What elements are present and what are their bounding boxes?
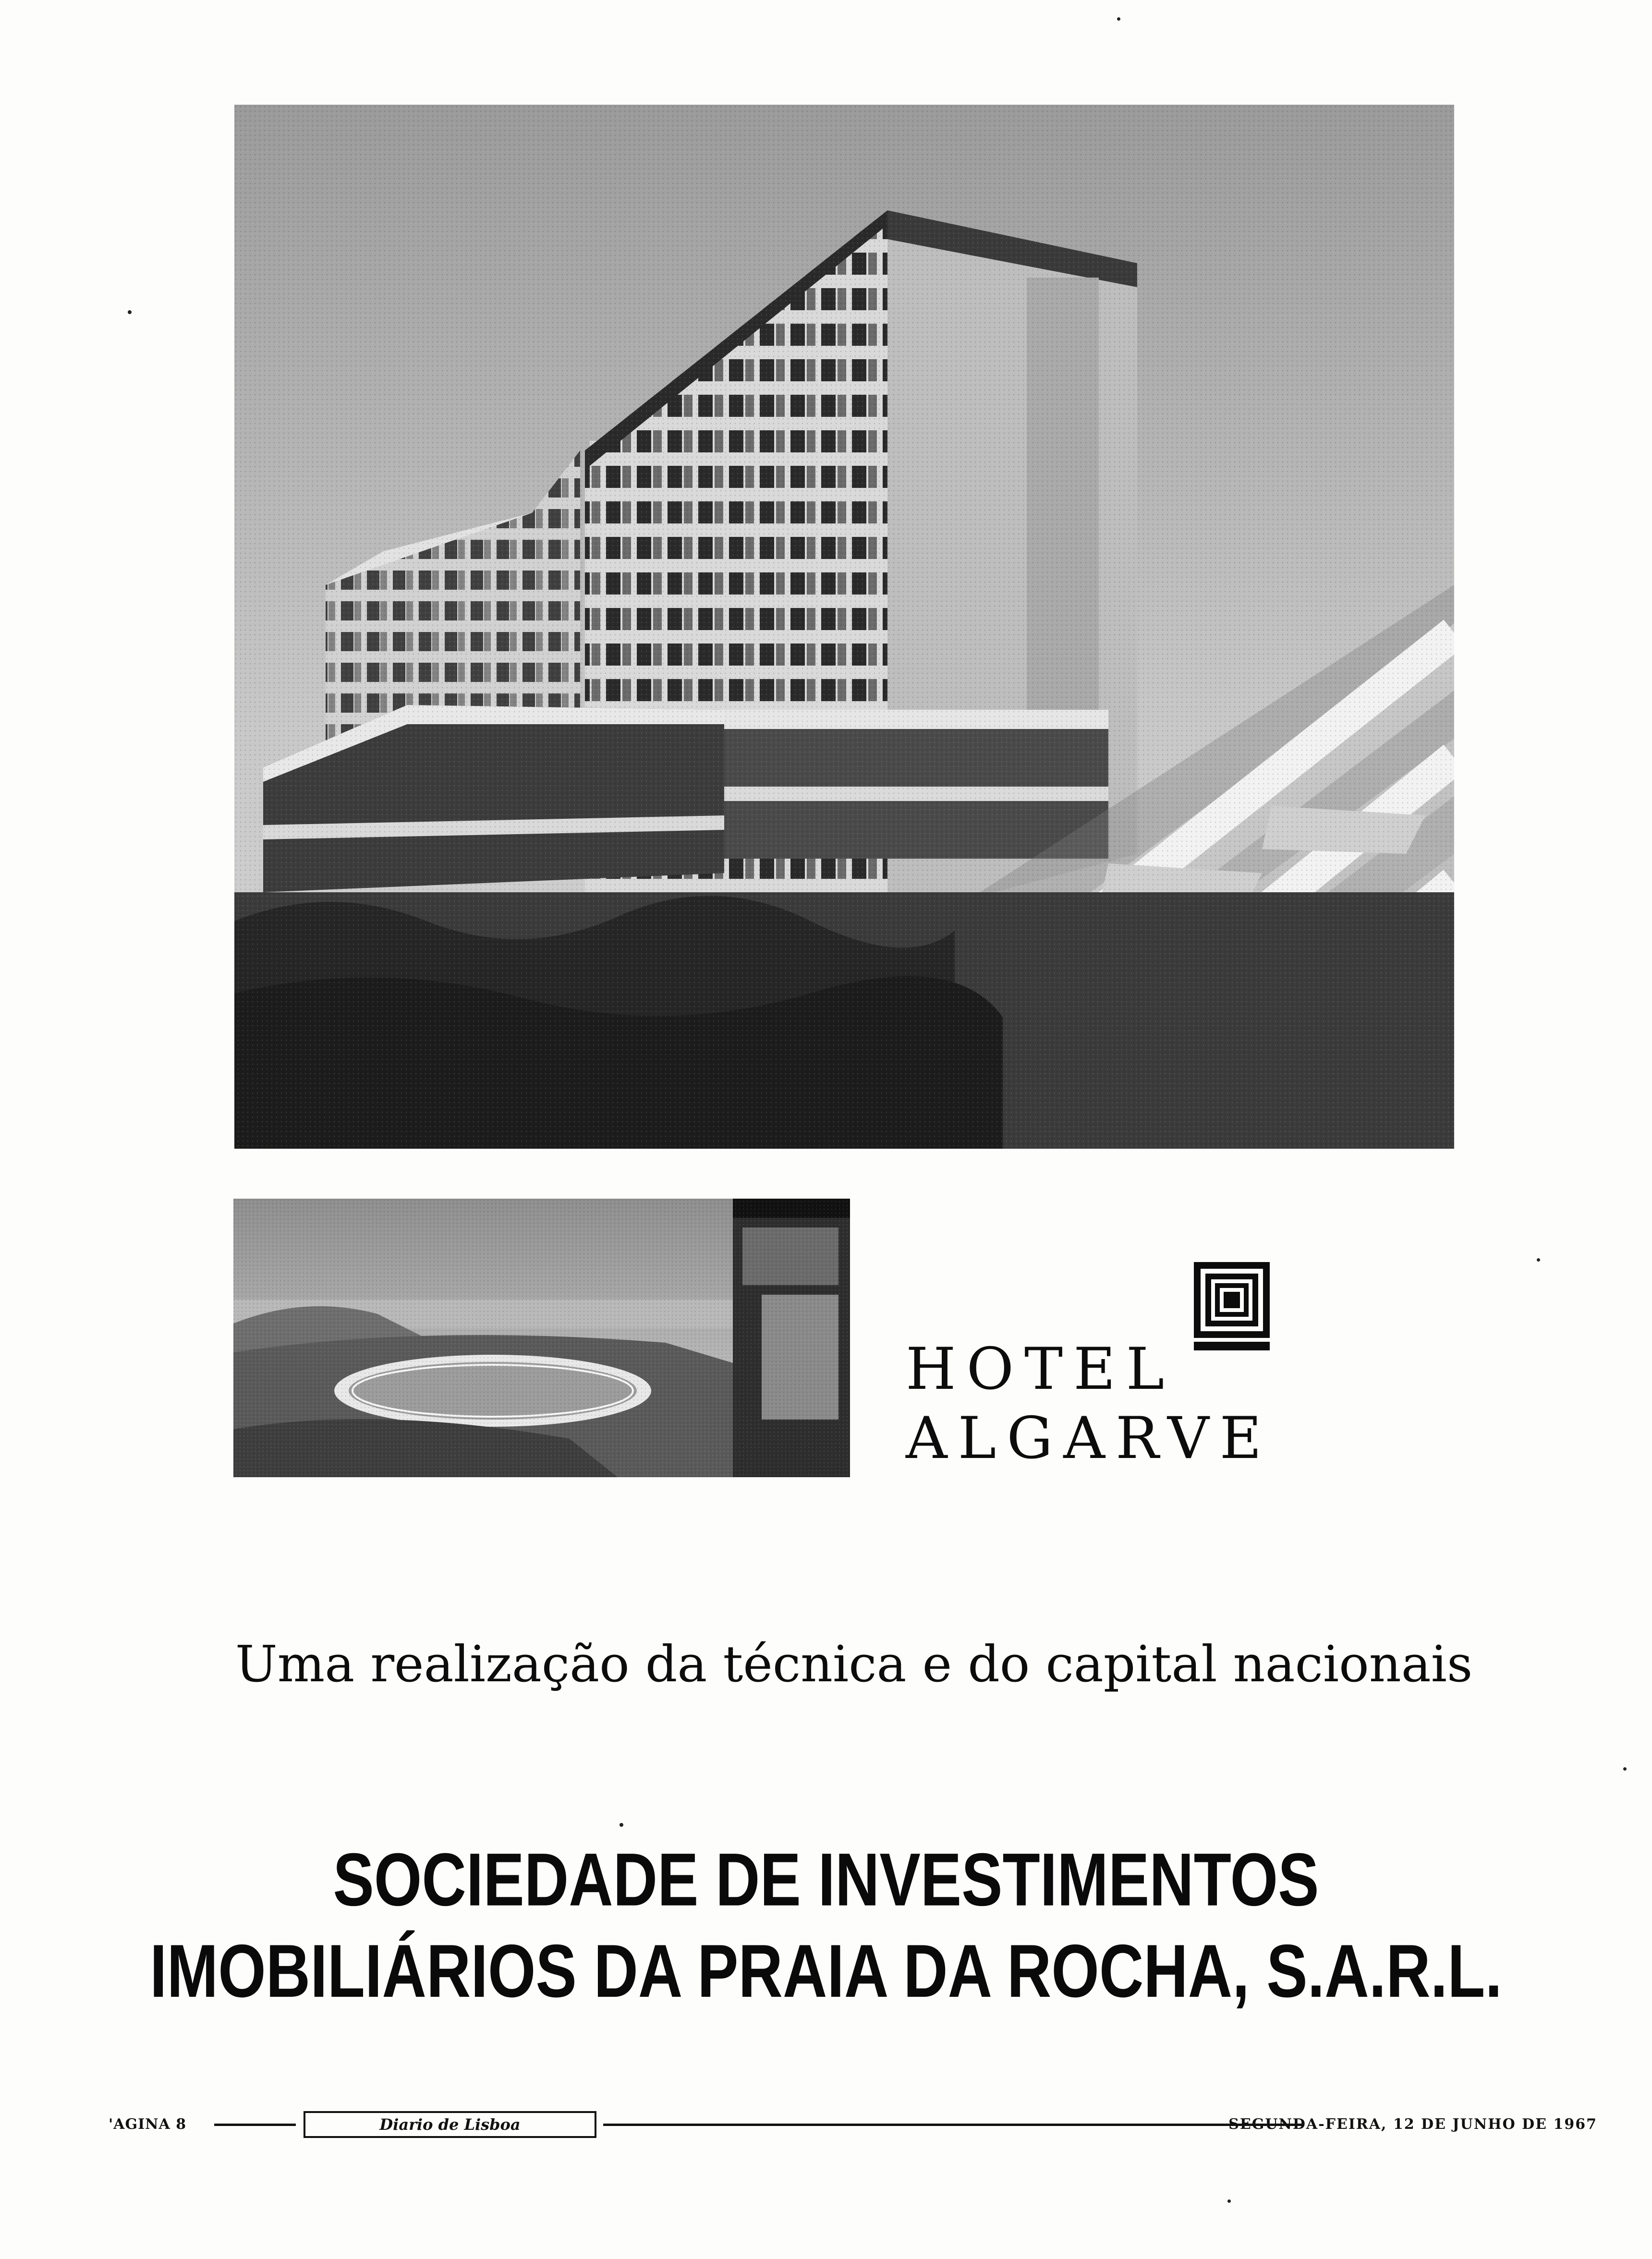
swimming-pool-photo — [233, 1199, 850, 1477]
scan-speck — [620, 1823, 623, 1827]
scan-speck — [1623, 1767, 1627, 1771]
scan-speck — [1537, 1258, 1540, 1262]
scan-speck — [1117, 17, 1120, 21]
footer-rule-right — [603, 2124, 1304, 2126]
company-name-line-1: SOCIEDADE DE INVESTIMENTOS — [333, 1838, 1319, 1922]
publication-date: SEGUNDA-FEIRA, 12 DE JUNHO DE 1967 — [1228, 2116, 1597, 2133]
scan-speck — [128, 310, 132, 314]
page-number: 'AGINA 8 — [109, 2116, 187, 2133]
hotel-building-photo — [234, 105, 1454, 1149]
footer-rule-left — [214, 2124, 296, 2126]
newspaper-masthead: Diario de Lisboa — [304, 2111, 596, 2138]
page-footer — [109, 2111, 1597, 2142]
scan-speck — [1227, 2199, 1231, 2203]
hotel-name-line-1: HOTEL — [906, 1336, 1175, 1403]
company-name-line-2: IMOBILIÁRIOS DA PRAIA DA ROCHA, S.A.R.L. — [150, 1929, 1502, 2014]
hotel-name-line-2: ALGARVE — [906, 1405, 1273, 1472]
hotel-name — [906, 1335, 1338, 1473]
tagline: Uma realização da técnica e do capital nacionais — [235, 1635, 1473, 1693]
company-name — [144, 1834, 1508, 2017]
